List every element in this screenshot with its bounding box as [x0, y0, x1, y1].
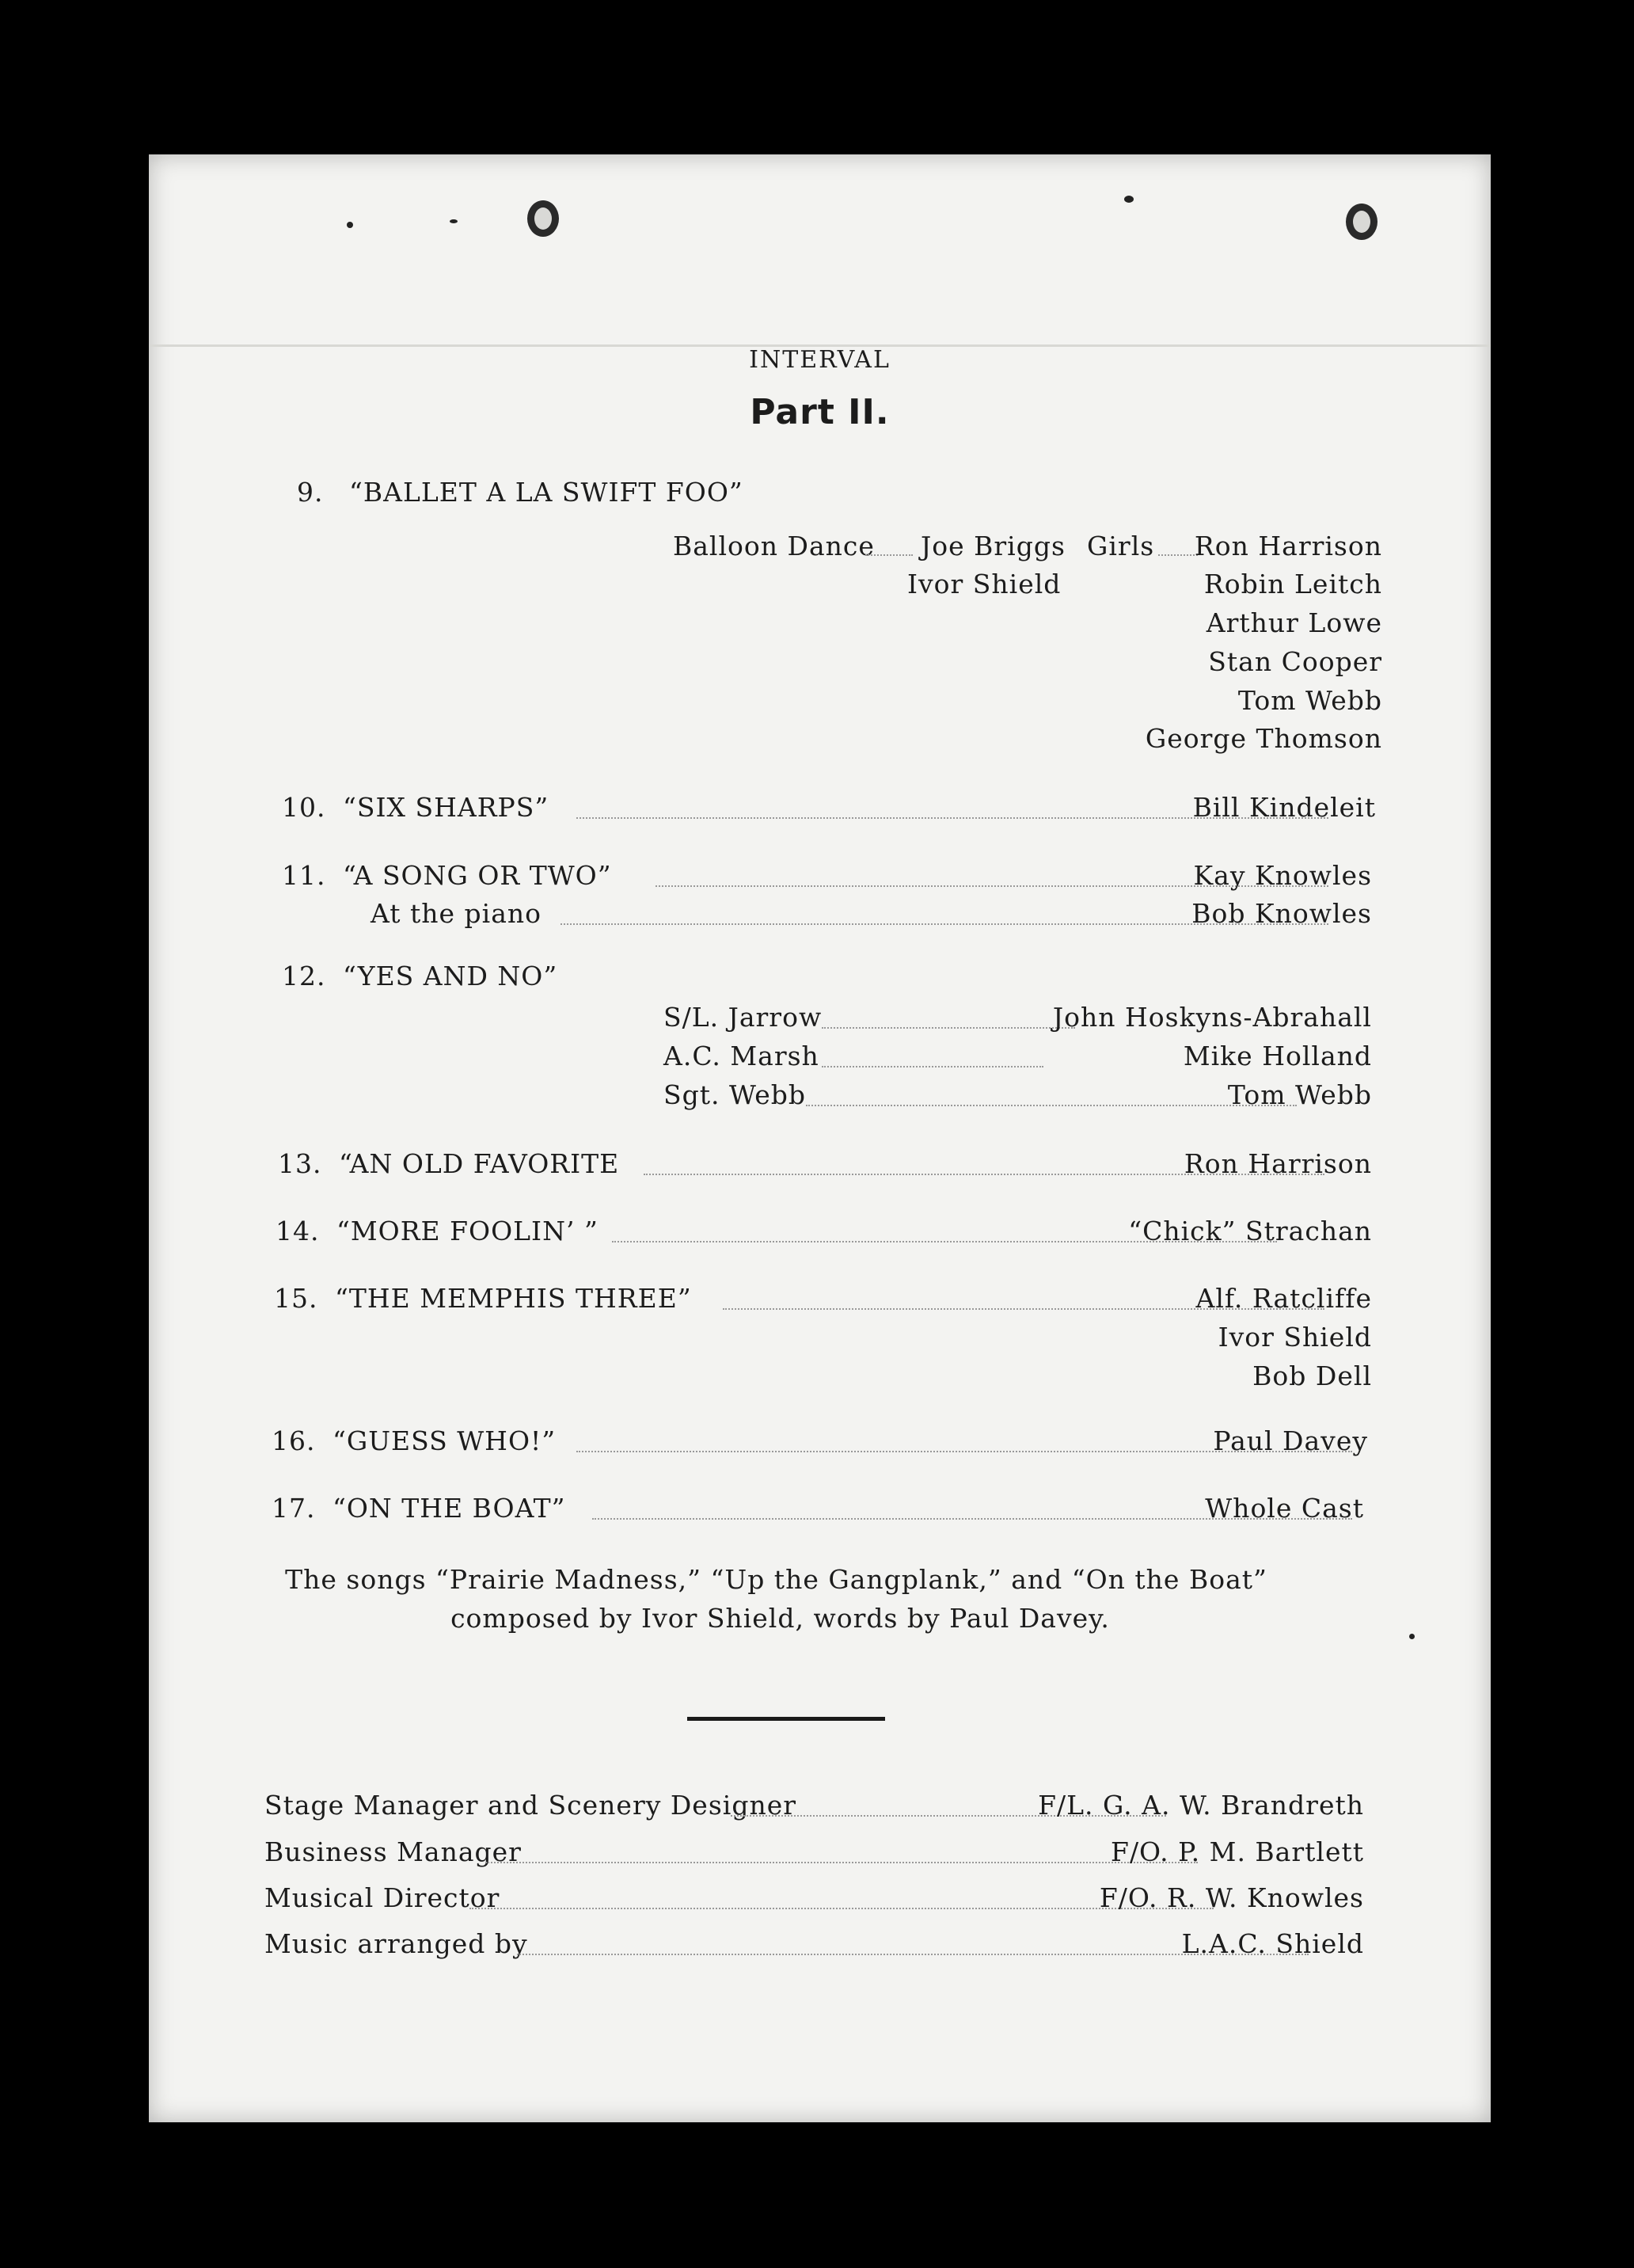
actor-name: Tom Webb	[1227, 1079, 1372, 1110]
credit-name: F/L. G. A. W. Brandreth	[1038, 1790, 1364, 1821]
item-performer: Paul Davey	[1213, 1425, 1368, 1456]
leader-dots	[822, 1027, 1075, 1029]
girl-performer: Stan Cooper	[1208, 646, 1382, 677]
balloon-performer: Ivor Shield	[907, 569, 1062, 599]
interval-heading: INTERVAL	[749, 346, 891, 374]
girl-performer: Tom Webb	[1237, 685, 1382, 716]
leader-dots	[1158, 554, 1198, 556]
item-title: “YES AND NO”	[343, 961, 558, 991]
speck	[450, 219, 458, 223]
balloon-performer: Joe Briggs	[921, 531, 1066, 561]
item-performer: “Chick” Strachan	[1128, 1216, 1372, 1246]
leader-dots	[485, 1862, 1198, 1863]
role-name: Sgt. Webb	[663, 1079, 806, 1110]
item-performer: Whole Cast	[1205, 1493, 1364, 1524]
item-number: 15.	[274, 1283, 318, 1314]
speck	[347, 222, 353, 228]
item-title: “ON THE BOAT”	[332, 1493, 566, 1524]
item-performer: Bob Dell	[1252, 1360, 1372, 1391]
songs-note-line: The songs “Prairie Madness,” “Up the Gangplank,” and “On the Boat”	[285, 1564, 1267, 1595]
role-name: A.C. Marsh	[663, 1041, 819, 1071]
item-title: “BALLET A LA SWIFT FOO”	[349, 477, 743, 508]
leader-dots	[822, 1066, 1043, 1067]
actor-name: John Hoskyns-Abrahall	[1052, 1002, 1372, 1033]
item-title: “THE MEMPHIS THREE”	[335, 1283, 692, 1314]
part-heading: Part II.	[750, 392, 890, 432]
item-number: 14.	[276, 1216, 320, 1246]
sub-label: At the piano	[370, 898, 542, 929]
speck	[1409, 1634, 1415, 1639]
girl-performer: Ron Harrison	[1194, 531, 1382, 561]
item-title: “A SONG OR TWO”	[343, 860, 612, 891]
credit-role: Stage Manager and Scenery Designer	[264, 1790, 797, 1821]
item-performer: Ron Harrison	[1184, 1148, 1372, 1179]
girls-label: Girls	[1087, 531, 1155, 561]
girl-performer: George Thomson	[1145, 723, 1382, 754]
item-number: 9.	[297, 477, 324, 508]
credit-role: Musical Director	[264, 1882, 500, 1913]
credit-role: Music arranged by	[264, 1928, 528, 1959]
leader-dots	[865, 554, 913, 556]
item-number: 10.	[282, 792, 326, 823]
item-performer: Ivor Shield	[1218, 1322, 1372, 1353]
sub-performer: Bob Knowles	[1191, 898, 1372, 929]
punch-hole-left	[527, 200, 559, 237]
item-title: “GUESS WHO!”	[332, 1425, 557, 1456]
item-number: 12.	[282, 961, 326, 991]
item-performer: Kay Knowles	[1193, 860, 1372, 891]
item-performer: Bill Kindeleit	[1192, 792, 1376, 823]
role-name: S/L. Jarrow	[663, 1002, 823, 1033]
item-number: 16.	[272, 1425, 316, 1456]
item-title: “SIX SHARPS”	[343, 792, 549, 823]
actor-name: Mike Holland	[1183, 1041, 1372, 1071]
punch-hole-right	[1346, 204, 1378, 240]
item-title: “AN OLD FAVORITE	[339, 1148, 620, 1179]
credit-name: F/O. P. M. Bartlett	[1111, 1836, 1364, 1867]
item-performer: Alf. Ratcliffe	[1195, 1283, 1372, 1314]
balloon-dance-label: Balloon Dance	[673, 531, 875, 561]
item-title: “MORE FOOLIN’ ”	[336, 1216, 598, 1246]
speck	[1124, 196, 1134, 203]
item-number: 13.	[278, 1148, 322, 1179]
girl-performer: Robin Leitch	[1203, 569, 1382, 599]
leader-dots	[806, 1105, 1297, 1106]
credit-name: F/O. R. W. Knowles	[1099, 1882, 1364, 1913]
program-page	[149, 154, 1491, 2122]
girl-performer: Arthur Lowe	[1206, 607, 1382, 638]
item-number: 17.	[272, 1493, 316, 1524]
item-number: 11.	[282, 860, 326, 891]
credit-name: L.A.C. Shield	[1181, 1928, 1364, 1959]
divider-rule	[687, 1717, 885, 1721]
credit-role: Business Manager	[264, 1836, 522, 1867]
songs-note-line: composed by Ivor Shield, words by Paul Davey.	[450, 1603, 1110, 1634]
